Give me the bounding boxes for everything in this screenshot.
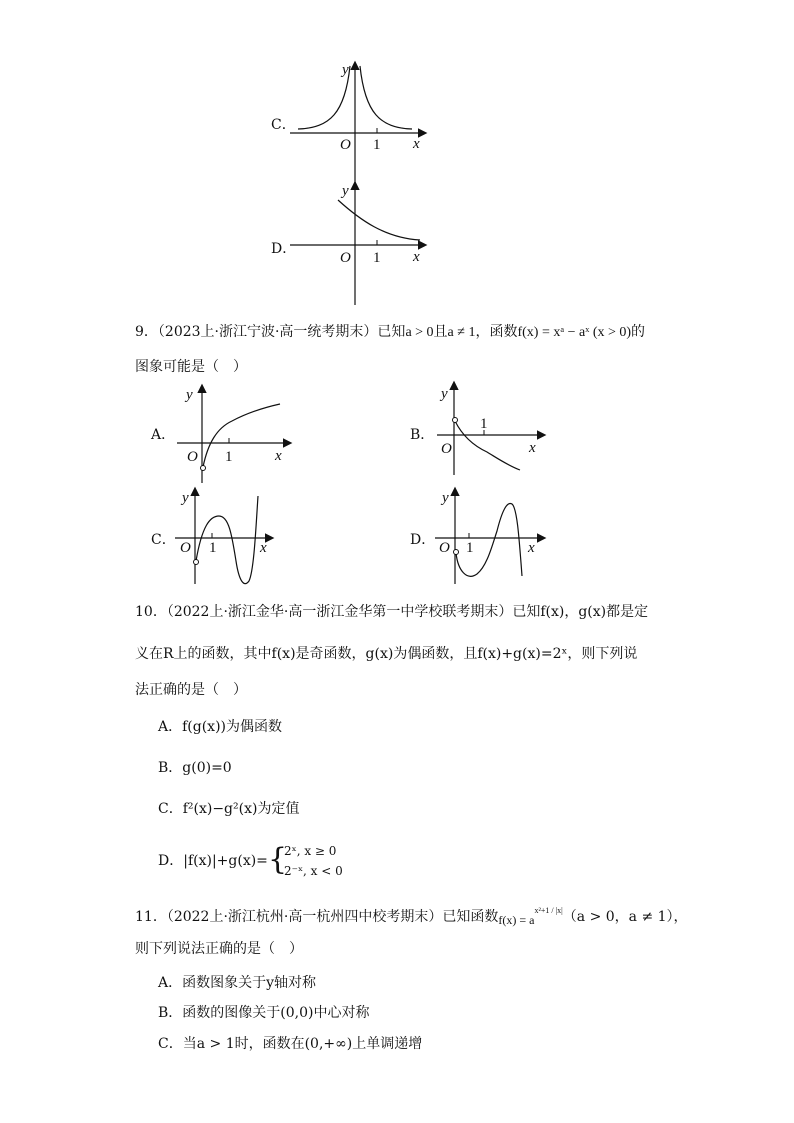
x-axis-label: x: [413, 136, 420, 152]
q9-option-b-label: B．: [410, 427, 435, 443]
q11-source: 11．（2022上·浙江杭州·高一杭州四中校考期末）已知函数: [135, 909, 499, 925]
q11-option-c: C．当a > 1时，函数在(0,+∞)上单调递增: [158, 1036, 423, 1052]
origin-label: O: [340, 137, 351, 153]
q10-stem-line3: 法正确的是（ ）: [135, 682, 247, 698]
q10-option-d-case1: 2ˣ, x ≥ 0: [284, 844, 337, 858]
q11-option-a: A．函数图象关于y轴对称: [158, 975, 317, 991]
tick-one-label: 1: [466, 540, 474, 556]
origin-label: O: [187, 449, 198, 465]
q9-condition: a > 0且a ≠ 1，函数: [405, 325, 518, 340]
q9-graph-d: [432, 486, 562, 586]
tick-one-label: 1: [373, 137, 381, 153]
q8-graph-c: [290, 58, 460, 188]
q9-source: 9．（2023上·浙江宁波·高一统考期末）已知: [135, 324, 406, 340]
q10-option-d-case2: 2⁻ˣ, x < 0: [284, 864, 343, 878]
q9-option-d-label: D．: [410, 532, 436, 548]
origin-label: O: [441, 441, 452, 457]
q11-stem-line2: 则下列说法正确的是（ ）: [135, 941, 303, 957]
q10-option-a: A．f(g(x))为偶函数: [158, 719, 282, 735]
q9-option-c-label: C．: [151, 532, 176, 548]
q8-graph-d: [290, 180, 460, 310]
q9-graph-a: [172, 383, 302, 488]
brace-glyph: {: [268, 842, 288, 877]
q8-option-d-label: D．: [271, 241, 297, 257]
y-axis-label: y: [342, 62, 349, 78]
origin-label: O: [340, 250, 351, 266]
x-axis-label: x: [528, 540, 535, 556]
q11-condition: （a > 0，a ≠ 1），: [562, 909, 688, 925]
q11-option-b: B．函数的图像关于(0,0)中心对称: [158, 1005, 370, 1021]
q9-option-a-label: A．: [151, 427, 176, 443]
tick-one-label: 1: [373, 250, 381, 266]
tick-one-label: 1: [209, 540, 217, 556]
q9-stem-line1: [135, 323, 645, 342]
q10-option-d: [158, 842, 358, 891]
x-axis-label: x: [529, 440, 536, 456]
origin-label: O: [180, 540, 191, 556]
origin-label: O: [439, 540, 450, 556]
y-axis-label: y: [186, 387, 193, 403]
x-axis-label: x: [260, 540, 267, 556]
y-axis-label: y: [342, 183, 349, 199]
x-axis-label: x: [275, 448, 282, 464]
tick-one-label: 1: [225, 449, 233, 465]
y-axis-label: y: [442, 490, 449, 506]
y-axis-label: y: [182, 490, 189, 506]
x-axis-label: x: [413, 249, 420, 265]
q10-stem-line2: 义在R上的函数，其中f(x)是奇函数，g(x)为偶函数，且f(x)+g(x)=2ˣ，则下列说: [135, 646, 638, 662]
q10-stem-line1: 10．（2022上·浙江金华·高一浙江金华第一中学校联考期末）已知f(x)，g(x)都是定: [135, 604, 649, 620]
y-axis-label: y: [441, 386, 448, 402]
q8-option-c-label: C．: [271, 117, 296, 133]
tick-one-label: 1: [480, 416, 488, 432]
q11-function-exponent: x²+1 / |x|: [534, 906, 563, 915]
q10-option-b: B．g(0)=0: [158, 760, 232, 776]
q11-function-base: f(x) = a: [498, 913, 535, 927]
q9-stem-line2: 图象可能是（ ）: [135, 359, 247, 375]
q11-function: [498, 906, 563, 927]
q11-stem-line1: [135, 905, 688, 926]
q10-option-d-lhs: D．|f(x)|+g(x)=: [158, 853, 268, 869]
q9-graph-c: [172, 486, 282, 586]
q10-option-c: C．f²(x)−g²(x)为定值: [158, 801, 300, 817]
q9-graph-b: [432, 380, 562, 485]
q9-function: f(x) = xᵃ − aˣ (x > 0)的: [517, 325, 646, 340]
